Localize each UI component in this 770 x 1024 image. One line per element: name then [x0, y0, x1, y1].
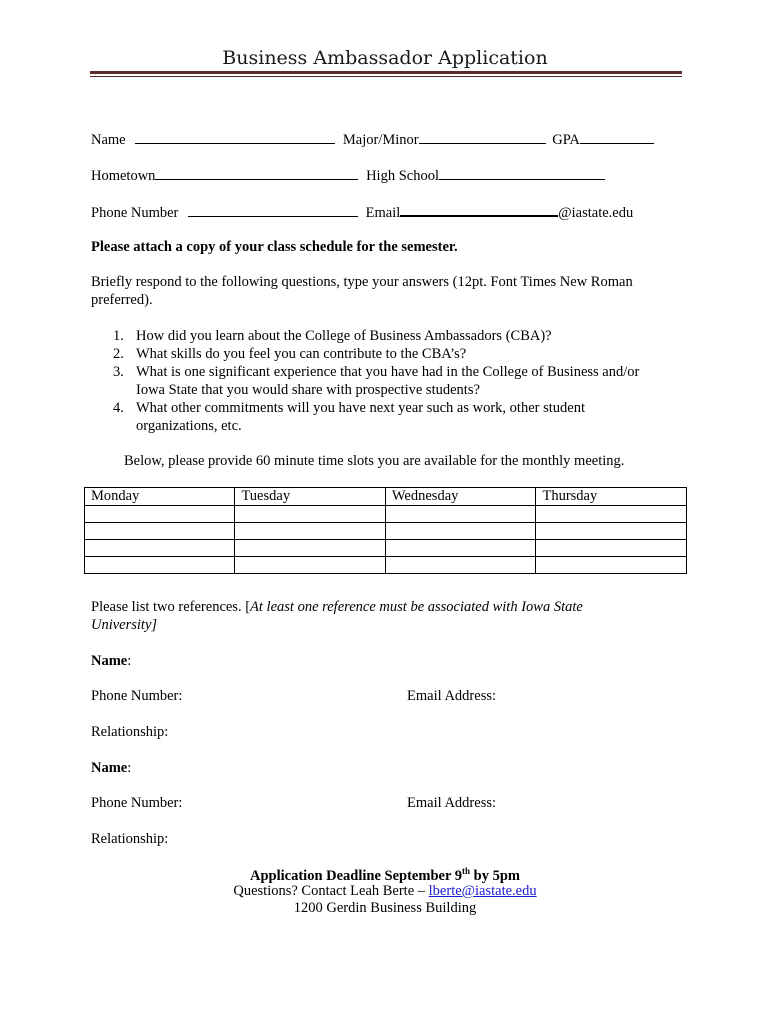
table-cell[interactable] — [235, 557, 385, 574]
phone-label: Phone Number — [91, 205, 179, 221]
instructions-line-2: preferred). — [91, 292, 153, 308]
references-intro: Please list two references. [At least one reference must be associated with Iowa State — [91, 599, 583, 615]
table-cell[interactable] — [385, 523, 536, 540]
gpa-label: GPA — [552, 132, 580, 148]
table-cell[interactable] — [235, 540, 385, 557]
table-row — [85, 523, 687, 540]
email-suffix: @iastate.edu — [558, 205, 634, 221]
col-tuesday: Tuesday — [235, 488, 385, 506]
reference-2-relationship: Relationship: — [91, 831, 169, 847]
availability-prompt: Below, please provide 60 minute time slots you are available for the monthly meeting. — [124, 453, 625, 469]
highschool-label: High School — [366, 168, 439, 184]
table-cell[interactable] — [385, 506, 536, 523]
col-wednesday: Wednesday — [385, 488, 536, 506]
name-label: Name — [91, 132, 126, 148]
major-field[interactable] — [419, 131, 546, 144]
col-monday: Monday — [85, 488, 235, 506]
name-field[interactable] — [135, 131, 335, 144]
row-name-major-gpa — [91, 131, 654, 149]
email-label: Email — [365, 205, 401, 221]
table-cell[interactable] — [536, 523, 687, 540]
contact-line: Questions? Contact Leah Berte – lberte@iastate.edu — [233, 883, 537, 899]
table-cell[interactable] — [536, 540, 687, 557]
deadline-text: Application Deadline September 9th by 5pm — [250, 866, 520, 884]
email-field[interactable] — [400, 203, 558, 217]
col-thursday: Thursday — [536, 488, 687, 506]
table-row — [85, 557, 687, 574]
table-cell[interactable] — [85, 523, 235, 540]
highschool-field[interactable] — [439, 167, 605, 180]
table-row — [85, 540, 687, 557]
title-rule-thin — [90, 76, 682, 77]
table-cell[interactable] — [385, 557, 536, 574]
reference-1-phone: Phone Number: — [91, 688, 183, 704]
reference-1-relationship: Relationship: — [91, 724, 169, 740]
hometown-label: Hometown — [91, 168, 156, 184]
reference-2-name: Name: — [91, 760, 132, 776]
title-rule — [90, 71, 682, 74]
table-cell[interactable] — [385, 540, 536, 557]
phone-field[interactable] — [188, 204, 358, 217]
major-label: Major/Minor — [342, 132, 419, 148]
deadline-line — [0, 866, 770, 885]
page-title: Business Ambassador Application — [222, 47, 548, 69]
gpa-field[interactable] — [580, 131, 654, 144]
reference-1-name: Name: — [91, 653, 132, 669]
contact-email-link[interactable]: lberte@iastate.edu — [428, 883, 537, 899]
instructions-line-1: Briefly respond to the following questions, type your answers (12pt. Font Times New Roman — [91, 274, 633, 290]
table-cell[interactable] — [85, 557, 235, 574]
table-cell[interactable] — [536, 557, 687, 574]
address-line: 1200 Gerdin Business Building — [293, 900, 477, 916]
table-cell[interactable] — [235, 506, 385, 523]
table-cell[interactable] — [235, 523, 385, 540]
row-hometown-highschool — [91, 167, 605, 185]
hometown-field[interactable] — [155, 167, 358, 180]
table-row — [85, 506, 687, 523]
questions-list: 1. How did you learn about the College of Business Ambassadors (CBA)? 2. What skills do you feel you can contribute to the CBA’s? 3. What is one significant experience that you have had in the College of Business and/or Iowa State that you would share with prospective students? 4. What other commitments will you have next year such as work, other student organizations, etc. — [113, 328, 640, 434]
reference-1-email: Email Address: — [407, 688, 497, 704]
reference-2-phone: Phone Number: — [91, 795, 183, 811]
row-phone-email — [91, 203, 633, 222]
table-cell[interactable] — [85, 540, 235, 557]
table-cell[interactable] — [536, 506, 687, 523]
reference-2-email: Email Address: — [407, 795, 497, 811]
table-header-row — [85, 488, 687, 506]
availability-table — [84, 487, 687, 574]
table-cell[interactable] — [85, 506, 235, 523]
attach-note: Please attach a copy of your class schedule for the semester. — [91, 239, 458, 255]
references-intro-continued: University] — [91, 617, 158, 633]
